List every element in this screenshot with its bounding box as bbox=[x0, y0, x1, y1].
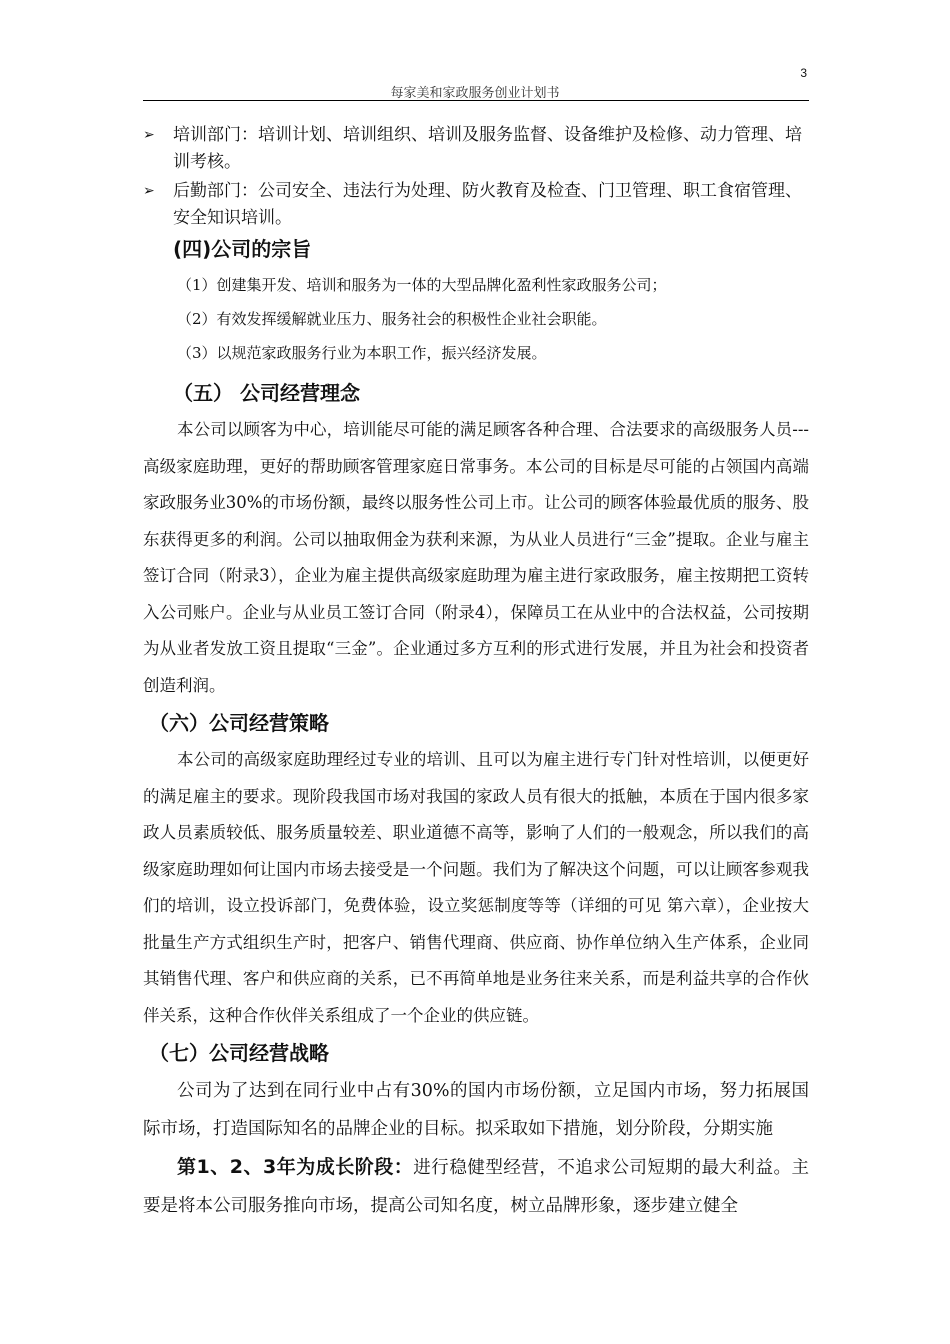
purpose-item: （1）创建集开发、培训和服务为一体的大型品牌化盈利性家政服务公司； bbox=[177, 276, 667, 294]
running-header-title: 每家美和家政服务创业计划书 bbox=[390, 86, 560, 101]
arrow-bullet-icon: ➢ bbox=[143, 183, 155, 199]
stage-label: 第1、2、3年为成长阶段： bbox=[177, 1156, 414, 1178]
stage-paragraph bbox=[143, 1148, 809, 1225]
header-rule bbox=[143, 100, 809, 101]
section-heading: (四)公司的宗旨 bbox=[173, 237, 312, 261]
section-heading: （七）公司经营战略 bbox=[149, 1041, 329, 1065]
department-text: 培训部门：培训计划、培训组织、培训及服务监督、设备维护及检修、动力管理、培训考核。 bbox=[173, 125, 802, 172]
department-list-item bbox=[143, 122, 809, 176]
body-paragraph: 本公司以顾客为中心，培训能尽可能的满足顾客各种合理、合法要求的高级服务人员---高级家庭助理，更好的帮助顾客管理家庭日常事务。本公司的目标是尽可能的占领国内高端家政服务业30%的市场份额，最终以服务性公司上市。让公司的顾客体验最优质的服务、股东获得更多的利润。公司以抽取佣金为获利来源，为从业人员进行“三金”提取。企业与雇主签订合同（附录3），企业为雇主提供高级家庭助理为雇主进行家政服务，雇主按期把工资转入公司账户。企业与从业员工签订合同（附录4），保障员工在从业中的合法权益，公司按期为从业者发放工资且提取“三金”。企业通过多方互利的形式进行发展，并且为社会和投资者创造利润。 bbox=[143, 420, 809, 695]
stage-text: 进行稳健型经营，不追求公司短期的最大利益。主要是将本公司服务推向市场，提高公司知名度，树立品牌形象，逐步建立健全 bbox=[143, 1158, 809, 1216]
section-heading: （五） 公司经营理念 bbox=[173, 381, 360, 405]
section-heading: （六）公司经营策略 bbox=[149, 711, 329, 735]
purpose-item: （3）以规范家政服务行业为本职工作，振兴经济发展。 bbox=[177, 344, 547, 362]
page-number: 3 bbox=[800, 66, 807, 80]
document-body bbox=[143, 122, 809, 1225]
department-text: 后勤部门：公司安全、违法行为处理、防火教育及检查、门卫管理、职工食宿管理、安全知识培训。 bbox=[173, 181, 802, 228]
purpose-item: （2）有效发挥缓解就业压力、服务社会的积极性企业社会职能。 bbox=[177, 310, 607, 328]
body-paragraph: 本公司的高级家庭助理经过专业的培训、且可以为雇主进行专门针对性培训，以便更好的满足雇主的要求。现阶段我国市场对我国的家政人员有很大的抵触，本质在于国内很多家政人员素质较低、服务质量较差、职业道德不高等，影响了人们的一般观念，所以我们的高级家庭助理如何让国内市场去接受是一个问题。我们为了解决这个问题，可以让顾客参观我们的培训，设立投诉部门，免费体验，设立奖惩制度等等（详细的可见 第六章），企业按大批量生产方式组织生产时，把客户、销售代理商、供应商、协作单位纳入生产体系，企业同其销售代理、客户和供应商的关系，已不再简单地是业务往来关系，而是利益共享的合作伙伴关系，这种合作伙伴关系组成了一个企业的供应链。 bbox=[143, 750, 809, 1025]
department-list-item bbox=[143, 178, 809, 232]
arrow-bullet-icon: ➢ bbox=[143, 127, 155, 143]
body-paragraph: 公司为了达到在同行业中占有30%的国内市场份额，立足国内市场，努力拓展国际市场，打造国际知名的品牌企业的目标。拟采取如下措施，划分阶段，分期实施 bbox=[143, 1081, 809, 1139]
